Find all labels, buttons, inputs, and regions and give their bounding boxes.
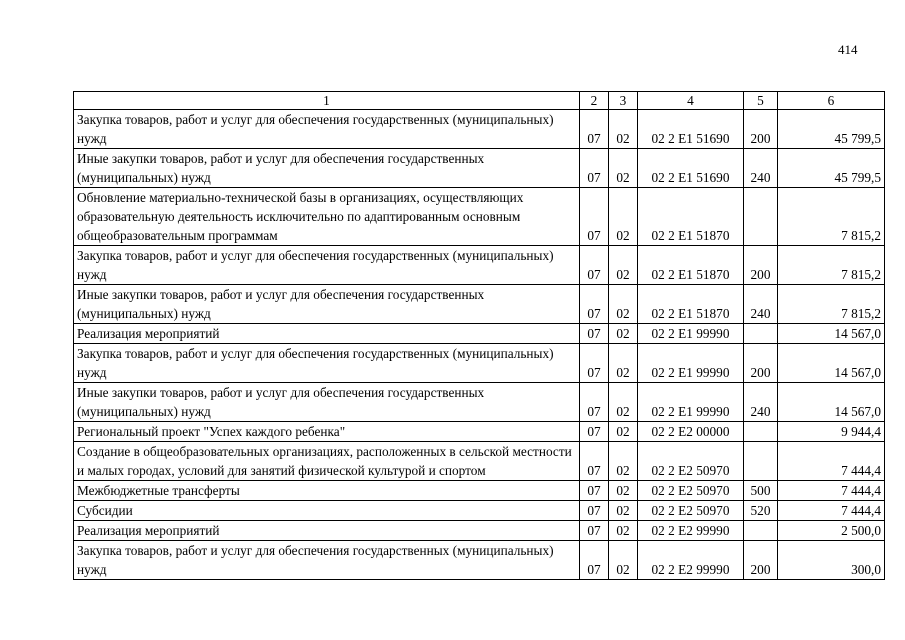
row-target-article: 02 2 E2 50970	[638, 501, 744, 521]
row-amount: 7 444,4	[778, 442, 885, 481]
row-section-code: 07	[580, 285, 609, 324]
row-target-article: 02 2 E1 51690	[638, 149, 744, 188]
row-subsection-code: 02	[609, 188, 638, 246]
row-subsection-code: 02	[609, 442, 638, 481]
row-target-article: 02 2 E2 99990	[638, 541, 744, 580]
row-amount: 7 815,2	[778, 285, 885, 324]
row-name: Создание в общеобразовательных организациях, расположенных в сельской местности и малых городах, условий для занятий физической культурой и спортом	[74, 442, 580, 481]
table-header-row	[74, 92, 885, 110]
row-subsection-code: 02	[609, 324, 638, 344]
row-expense-type	[744, 422, 778, 442]
row-amount: 45 799,5	[778, 149, 885, 188]
row-subsection-code: 02	[609, 481, 638, 501]
row-name: Иные закупки товаров, работ и услуг для обеспечения государственных (муниципальных) нужд	[74, 149, 580, 188]
table-row	[74, 541, 885, 580]
table-row	[74, 521, 885, 541]
row-name: Иные закупки товаров, работ и услуг для обеспечения государственных (муниципальных) нужд	[74, 285, 580, 324]
row-amount: 2 500,0	[778, 521, 885, 541]
row-target-article: 02 2 E2 99990	[638, 521, 744, 541]
page-number: 414	[838, 42, 858, 57]
row-subsection-code: 02	[609, 110, 638, 149]
row-target-article: 02 2 E1 99990	[638, 383, 744, 422]
row-section-code: 07	[580, 324, 609, 344]
column-header: 4	[638, 92, 744, 110]
row-amount: 7 815,2	[778, 188, 885, 246]
row-amount: 14 567,0	[778, 383, 885, 422]
row-subsection-code: 02	[609, 541, 638, 580]
row-name: Закупка товаров, работ и услуг для обеспечения государственных (муниципальных) нужд	[74, 541, 580, 580]
column-header: 6	[778, 92, 885, 110]
row-name: Реализация мероприятий	[74, 521, 580, 541]
row-expense-type	[744, 324, 778, 344]
row-section-code: 07	[580, 442, 609, 481]
row-name: Межбюджетные трансферты	[74, 481, 580, 501]
row-target-article: 02 2 E2 00000	[638, 422, 744, 442]
table-body	[74, 110, 885, 580]
row-section-code: 07	[580, 383, 609, 422]
row-expense-type: 200	[744, 246, 778, 285]
table-row	[74, 344, 885, 383]
table-row	[74, 285, 885, 324]
row-expense-type: 200	[744, 344, 778, 383]
row-name: Субсидии	[74, 501, 580, 521]
row-section-code: 07	[580, 246, 609, 285]
row-subsection-code: 02	[609, 422, 638, 442]
row-expense-type	[744, 521, 778, 541]
row-expense-type: 520	[744, 501, 778, 521]
row-section-code: 07	[580, 501, 609, 521]
row-amount: 14 567,0	[778, 324, 885, 344]
row-target-article: 02 2 E1 51870	[638, 188, 744, 246]
row-subsection-code: 02	[609, 285, 638, 324]
row-target-article: 02 2 E1 51870	[638, 246, 744, 285]
row-name: Реализация мероприятий	[74, 324, 580, 344]
table-row	[74, 442, 885, 481]
table-row	[74, 481, 885, 501]
row-expense-type: 500	[744, 481, 778, 501]
row-expense-type: 240	[744, 149, 778, 188]
row-expense-type	[744, 188, 778, 246]
column-header: 2	[580, 92, 609, 110]
row-name: Закупка товаров, работ и услуг для обеспечения государственных (муниципальных) нужд	[74, 246, 580, 285]
table-row	[74, 188, 885, 246]
table-row	[74, 246, 885, 285]
row-expense-type: 240	[744, 285, 778, 324]
row-target-article: 02 2 E1 99990	[638, 324, 744, 344]
row-target-article: 02 2 E1 51870	[638, 285, 744, 324]
row-section-code: 07	[580, 521, 609, 541]
row-subsection-code: 02	[609, 344, 638, 383]
table-row	[74, 501, 885, 521]
row-section-code: 07	[580, 481, 609, 501]
column-header: 3	[609, 92, 638, 110]
row-target-article: 02 2 E1 99990	[638, 344, 744, 383]
row-subsection-code: 02	[609, 521, 638, 541]
table-row	[74, 324, 885, 344]
row-expense-type: 240	[744, 383, 778, 422]
row-subsection-code: 02	[609, 501, 638, 521]
row-expense-type: 200	[744, 110, 778, 149]
row-subsection-code: 02	[609, 149, 638, 188]
row-amount: 7 444,4	[778, 481, 885, 501]
row-amount: 14 567,0	[778, 344, 885, 383]
row-name: Закупка товаров, работ и услуг для обеспечения государственных (муниципальных) нужд	[74, 110, 580, 149]
table-row	[74, 422, 885, 442]
table-row	[74, 110, 885, 149]
row-target-article: 02 2 E2 50970	[638, 442, 744, 481]
row-section-code: 07	[580, 344, 609, 383]
row-amount: 7 444,4	[778, 501, 885, 521]
row-section-code: 07	[580, 422, 609, 442]
row-name: Обновление материально-технической базы в организациях, осуществляющих образовательную деятельность исключительно по адаптированным основным общеобразовательным программам	[74, 188, 580, 246]
row-expense-type	[744, 442, 778, 481]
column-header: 1	[74, 92, 580, 110]
row-target-article: 02 2 E2 50970	[638, 481, 744, 501]
row-amount: 300,0	[778, 541, 885, 580]
row-section-code: 07	[580, 110, 609, 149]
row-target-article: 02 2 E1 51690	[638, 110, 744, 149]
table-row	[74, 383, 885, 422]
row-amount: 45 799,5	[778, 110, 885, 149]
row-subsection-code: 02	[609, 383, 638, 422]
row-section-code: 07	[580, 188, 609, 246]
row-section-code: 07	[580, 149, 609, 188]
column-header: 5	[744, 92, 778, 110]
row-subsection-code: 02	[609, 246, 638, 285]
row-name: Региональный проект "Успех каждого ребенка"	[74, 422, 580, 442]
row-expense-type: 200	[744, 541, 778, 580]
row-section-code: 07	[580, 541, 609, 580]
budget-table	[73, 91, 885, 580]
table-row	[74, 149, 885, 188]
row-amount: 7 815,2	[778, 246, 885, 285]
row-name: Иные закупки товаров, работ и услуг для обеспечения государственных (муниципальных) нужд	[74, 383, 580, 422]
row-name: Закупка товаров, работ и услуг для обеспечения государственных (муниципальных) нужд	[74, 344, 580, 383]
row-amount: 9 944,4	[778, 422, 885, 442]
